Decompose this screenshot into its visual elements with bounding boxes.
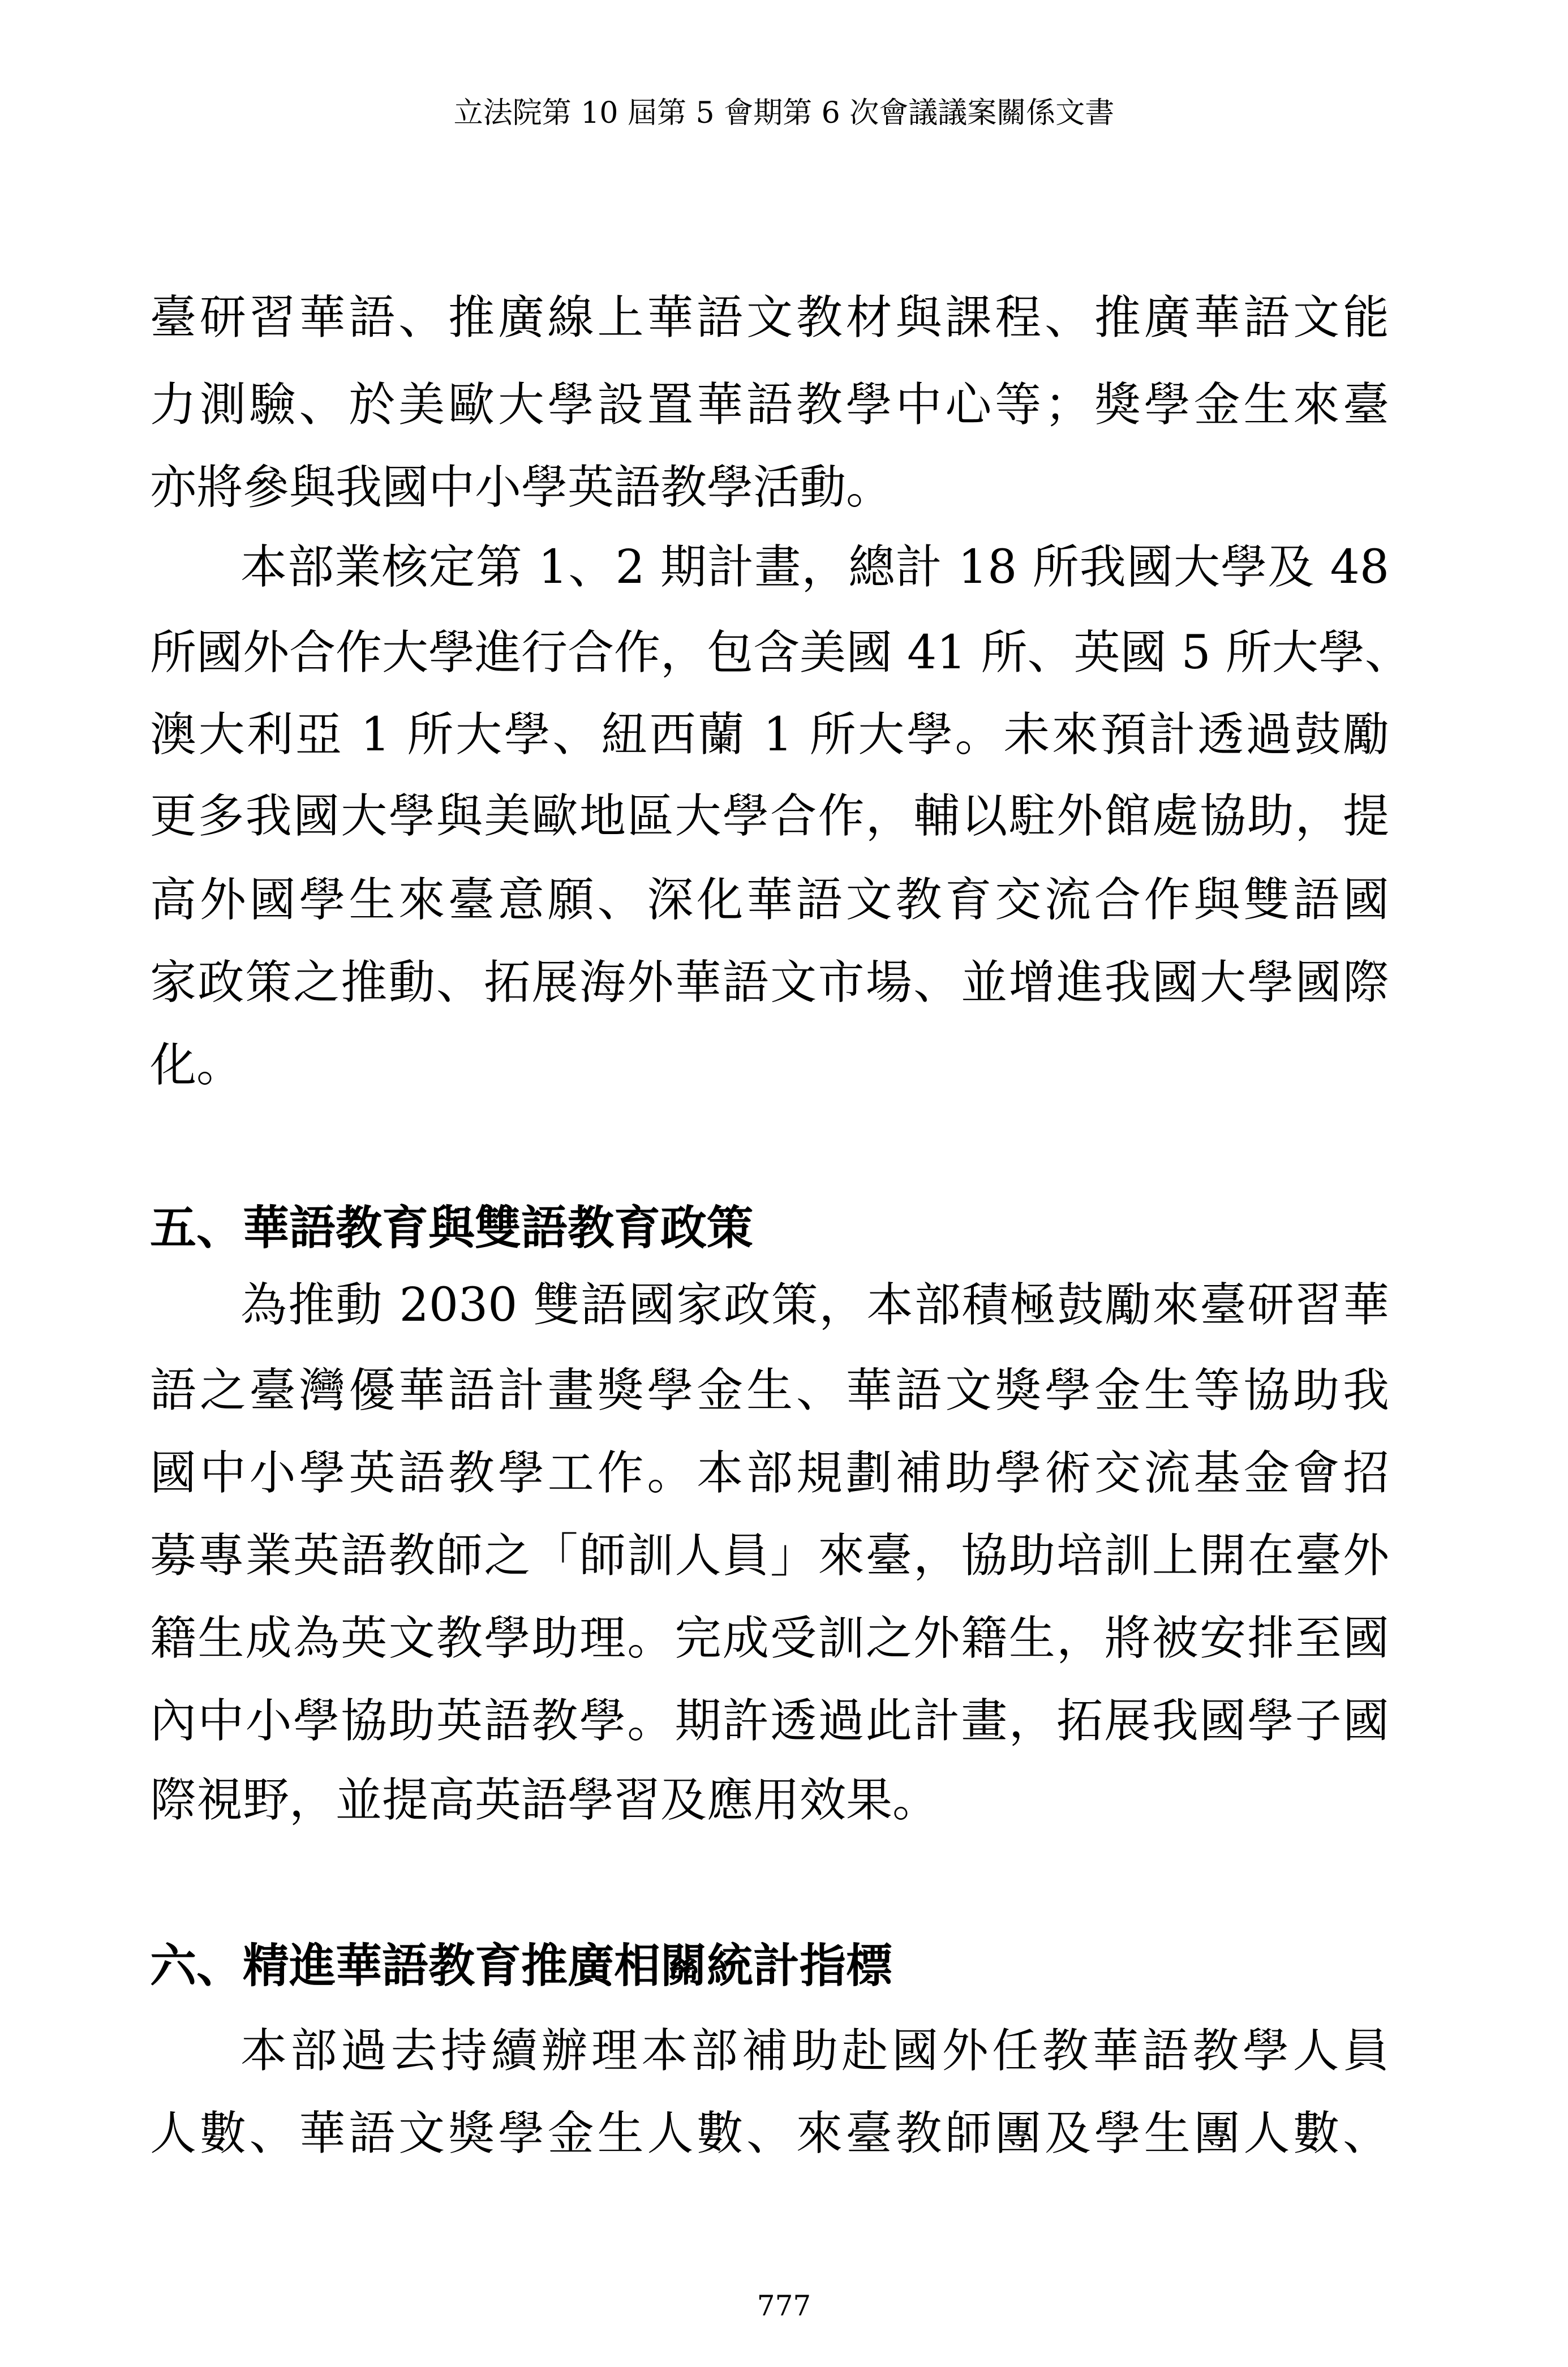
text-line: 內中小學協助英語教學。期許透過此計畫，拓展我國學子國 [150,1694,1389,1748]
text-line: 為推動 2030 雙語國家政策，本部積極鼓勵來臺研習華 [240,1278,1389,1332]
text-line: 高外國學生來臺意願、深化華語文教育交流合作與雙語國 [150,873,1389,927]
text-line: 人數、華語文獎學金生人數、來臺教師團及學生團人數、 [150,2107,1389,2160]
text-line: 際視野，並提高英語學習及應用效果。 [150,1773,939,1827]
text-line: 語之臺灣優華語計畫獎學金生、華語文獎學金生等協助我 [150,1364,1389,1417]
text-line: 亦將參與我國中小學英語教學活動。 [150,461,893,514]
text-line: 所國外合作大學進行合作，包含美國 41 所、英國 5 所大學、 [150,626,1411,680]
text-line: 募專業英語教師之「師訓人員」來臺，協助培訓上開在臺外 [150,1529,1389,1583]
text-line: 本部業核定第 1、2 期計畫，總計 18 所我國大學及 48 [240,540,1389,594]
document-header: 立法院第 10 屆第 5 會期第 6 次會議議案關係文書 [453,96,1115,130]
page-number: 777 [757,2289,811,2322]
text-line: 力測驗、於美歐大學設置華語教學中心等；獎學金生來臺 [150,378,1389,432]
text-line: 國中小學英語教學工作。本部規劃補助學術交流基金會招 [150,1446,1389,1500]
text-line: 更多我國大學與美歐地區大學合作，輔以駐外館處協助，提 [150,789,1389,843]
section-heading-6: 六、精進華語教育推廣相關統計指標 [150,1939,893,1993]
text-line: 化。 [150,1038,243,1092]
text-line: 本部過去持續辦理本部補助赴國外任教華語教學人員 [240,2024,1389,2078]
text-line: 家政策之推動、拓展海外華語文市場、並增進我國大學國際 [150,956,1389,1009]
section-heading-5: 五、華語教育與雙語教育政策 [150,1201,754,1255]
text-line: 臺研習華語、推廣線上華語文教材與課程、推廣華語文能 [150,291,1389,345]
text-line: 籍生成為英文教學助理。完成受訓之外籍生，將被安排至國 [150,1612,1389,1665]
text-line: 澳大利亞 1 所大學、紐西蘭 1 所大學。未來預計透過鼓勵 [150,708,1389,762]
